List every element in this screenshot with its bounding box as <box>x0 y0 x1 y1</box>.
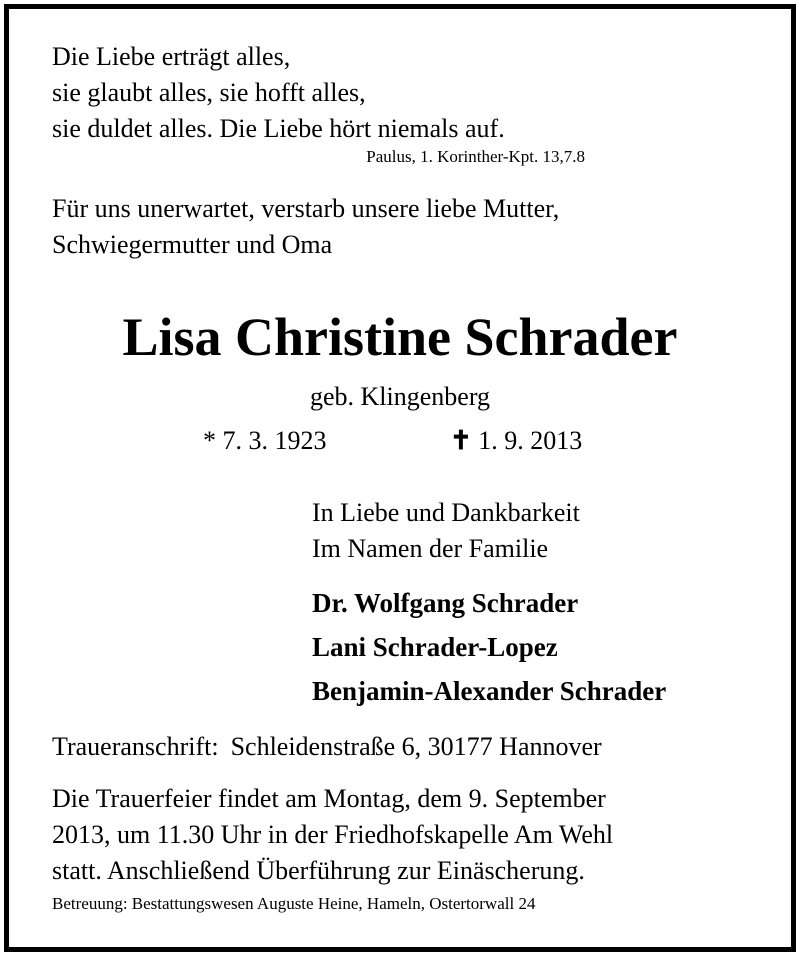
signer-name: Lani Schrader-Lopez <box>312 632 558 662</box>
death-date: 1. 9. 2013 <box>478 426 583 455</box>
service-line: Die Trauerfeier findet am Montag, dem 9. September <box>52 784 606 813</box>
death-date-group <box>450 428 582 454</box>
signer-name: Dr. Wolfgang Schrader <box>312 588 579 618</box>
address-label: Traueranschrift: <box>52 732 219 761</box>
birth-date: * 7. 3. 1923 <box>203 426 327 455</box>
verse-attribution: Paulus, 1. Korinther-Kpt. 13,7.8 <box>366 147 585 166</box>
verse-line: Die Liebe erträgt alles, <box>52 42 291 71</box>
service-line: statt. Anschließend Überführung zur Einäscherung. <box>52 856 585 885</box>
intro-line: Für uns unerwartet, verstarb unsere liebe Mutter, <box>52 194 560 223</box>
mourning-address <box>52 734 602 760</box>
verse-line: sie duldet alles. Die Liebe hört niemals auf. <box>52 114 505 143</box>
deceased-name: Lisa Christine Schrader <box>122 307 678 367</box>
family-intro-line: Im Namen der Familie <box>312 534 549 563</box>
signer-name: Benjamin-Alexander Schrader <box>312 676 667 706</box>
verse-line: sie glaubt alles, sie hofft alles, <box>52 78 366 107</box>
cross-icon: ✝ <box>450 426 472 455</box>
family-intro-line: In Liebe und Dankbarkeit <box>312 498 580 527</box>
intro-line: Schwiegermutter und Oma <box>52 230 333 259</box>
service-line: 2013, um 11.30 Uhr in der Friedhofskapelle Am Wehl <box>52 820 614 849</box>
maiden-name: geb. Klingenberg <box>309 382 491 411</box>
address-value: Schleidenstraße 6, 30177 Hannover <box>230 732 602 761</box>
funeral-home-footer: Betreuung: Bestattungswesen Auguste Heine, Hameln, Ostertorwall 24 <box>52 894 536 913</box>
